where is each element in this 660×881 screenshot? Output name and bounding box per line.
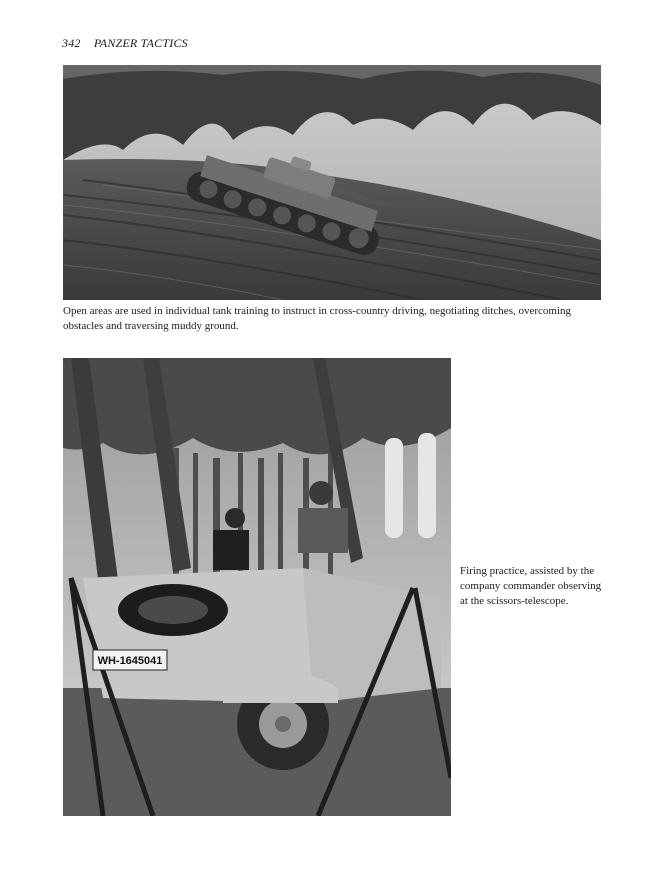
running-title: PANZER TACTICS — [93, 36, 188, 50]
running-head — [62, 36, 188, 51]
figure-caption-2: Firing practice, assisted by the company commander observing at the scissors-telescope. — [460, 565, 602, 607]
field-car-photo-artwork — [63, 358, 451, 816]
licence-plate-text: WH-1645041 — [97, 655, 163, 667]
page-number: 342 — [62, 36, 81, 50]
figure-caption-1: Open areas are used in individual tank training to instruct in cross-country driving, negotiating ditches, overcoming obstacles and traversing muddy ground. — [63, 305, 572, 332]
tank-photo-artwork — [63, 65, 601, 300]
firing-practice-photo — [63, 358, 451, 816]
tank-training-photo — [63, 65, 601, 300]
